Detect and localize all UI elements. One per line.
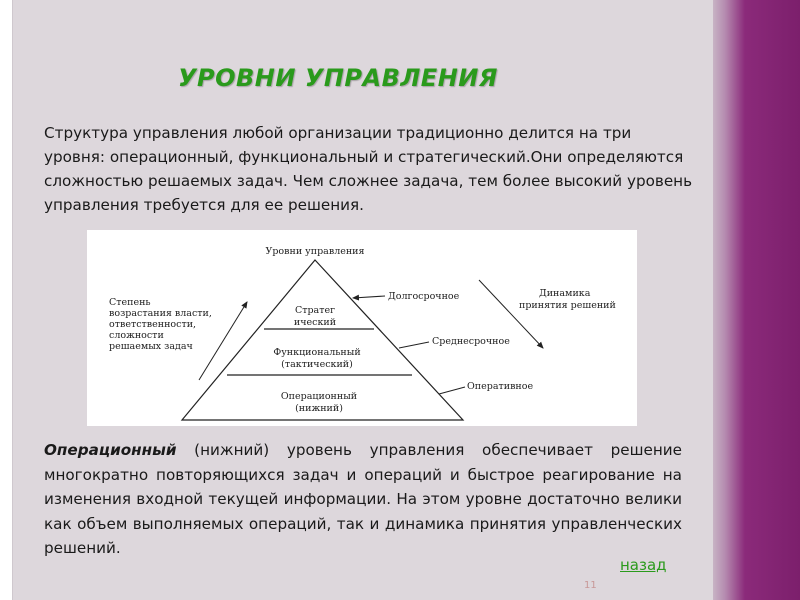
diagram-title: Уровни управления [265,246,365,257]
operational-level-description: (нижний) уровень управления обеспечивает решение многократно повторяющихся задач и операций и быстрое реагирование на изменения входной текущей информации. На этом уровне достаточно велики как объем выполняемых операций, так и динамика принятия управленческих решений. [44,441,682,557]
dynamics-label-line2: принятия решений [519,300,616,311]
level-functional-line2: (тактический) [281,359,353,370]
long-term-pointer [353,296,385,298]
slide-title: УРОВНИ УПРАВЛЕНИЯ [178,64,498,92]
level-operational-line1: Операционный [280,391,358,402]
management-levels-diagram [87,230,637,426]
authority-label-line5: решаемых задач [109,341,193,352]
level-operational-line2: (нижний) [295,403,343,414]
horizon-long-term: Долгосрочное [388,291,460,302]
pyramid-diagram-svg [87,230,637,426]
intro-paragraph: Структура управления любой организации традиционно делится на три уровня: операционный, функциональный и стратегический.Они определяются сложностью решаемых задач. Чем сложнее задача, тем более высокий уровень управления требуется для ее решения. [44,124,693,214]
operational-level-term: Операционный [44,441,177,459]
authority-label-line1: Степень [109,297,151,308]
level-strategic-line2: ический [293,317,337,328]
horizon-operational: Оперативное [467,381,534,392]
operational-level-paragraph [44,438,682,561]
operational-pointer [439,387,465,394]
dynamics-label-line1: Динамика [539,288,591,299]
page-number: 11 [584,580,597,591]
authority-label-line2: возрастания власти, [109,308,212,319]
authority-label-line4: сложности [109,330,164,341]
level-strategic-line1: Стратег [294,305,336,316]
mid-term-pointer [399,342,429,348]
back-link[interactable]: назад [620,556,667,574]
authority-label-line3: ответственности, [109,319,197,330]
level-functional-line1: Функциональный [273,347,361,358]
horizon-mid-term: Среднесрочное [432,336,510,347]
